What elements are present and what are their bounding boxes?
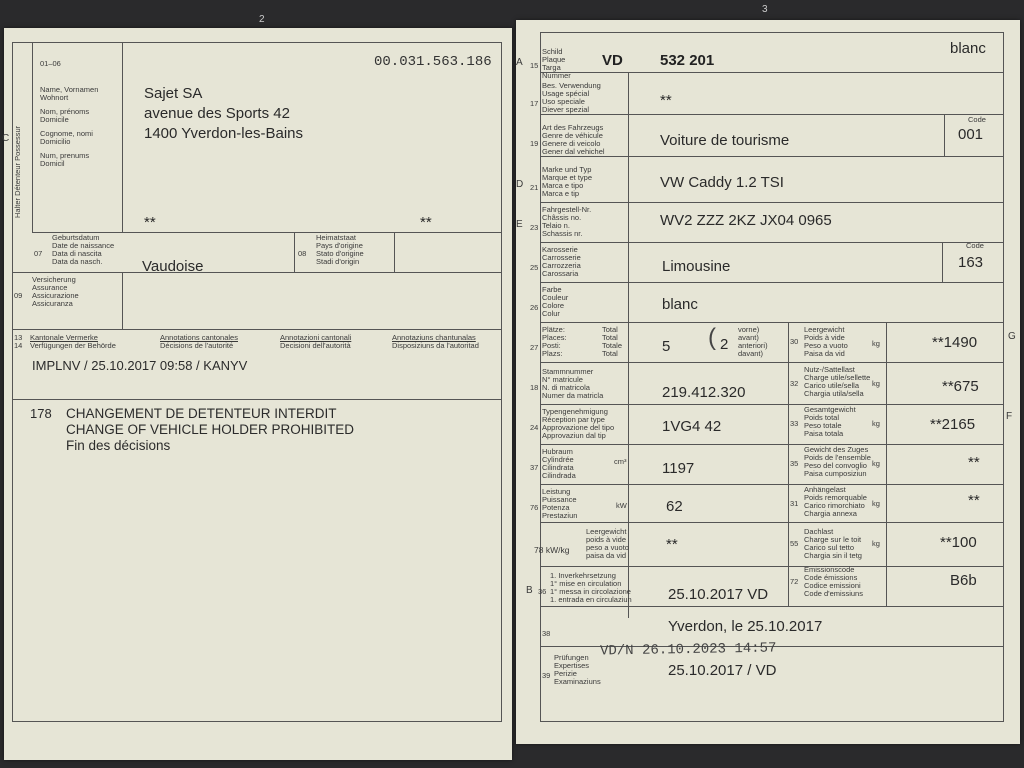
make-labels: Marke und Typ Marque et type Marca e tipo Marca e tip: [542, 165, 593, 198]
plate-canton: VD: [602, 52, 623, 69]
matricule-labels: Stammnummer N° matricule N. di matricola Numer da matricla: [542, 367, 604, 400]
roof-load: **100: [940, 534, 977, 551]
decision-text: CHANGEMENT DE DETENTEUR INTERDIT CHANGE OF VEHICLE HOLDER PROHIBITED Fin des décisions: [66, 406, 355, 453]
trailer-labels: Anhängelast Poids remorquable Carico rimorchiato Chargia annexa: [804, 485, 867, 518]
cantonal-it: Annotazioni cantonali Decisioni dell'autorità: [280, 333, 352, 350]
empty-weight-labels: Leergewicht Poids à vide Peso a vuoto Paisa da vid: [804, 325, 848, 358]
inspection-labels: Prüfungen Expertises Perizie Examinaziuns: [554, 653, 601, 686]
inspection-date: 25.10.2017 / VD: [668, 662, 777, 679]
power-labels: Leistung Puissance Potenza Prestaziun: [542, 487, 578, 520]
holder-vertical-label: Halter Détenteur Possessur: [13, 125, 22, 218]
page-number-left: 2: [259, 14, 265, 25]
field-0106: 01–06: [40, 59, 61, 68]
displacement-labels: Hubraum Cylindrée Cilindrata Cilindrada: [542, 447, 576, 480]
birth-date: **: [144, 214, 156, 231]
emission-code: B6b: [950, 572, 977, 589]
issue-place-date: Yverdon, le 25.10.2017: [668, 618, 823, 635]
empty-weight: **1490: [932, 334, 978, 351]
displacement: 1197: [662, 460, 695, 477]
decision-code: 178: [30, 406, 52, 421]
cantonal-de: Kantonale Vermerke Verfügungen der Behörde: [30, 333, 116, 350]
seats-labels: Plätze: Places: Posti: Plazs:: [542, 325, 567, 358]
ratio-labels: Leergewicht poids à vide peso a vuoto paisa da vid: [586, 527, 629, 560]
color-labels: Farbe Couleur Colore Colur: [542, 285, 569, 318]
matricule-number: 219.412.320: [662, 384, 746, 401]
total-weight-labels: Gesamtgewicht Poids total Peso totale Paisa totala: [804, 405, 856, 438]
first-registration: 25.10.2017 VD: [668, 586, 769, 603]
letter-c: C: [2, 133, 10, 144]
color-value: blanc: [662, 296, 698, 313]
vehicle-type-code: 001: [958, 126, 984, 143]
insurance-value: Vaudoise: [142, 258, 204, 275]
page-number-right: 3: [762, 4, 768, 15]
plate-labels: Schild Plaque Targa Nummer: [542, 47, 571, 80]
cantonal-fr: Annotations cantonales Décisions de l'autorité: [160, 333, 238, 350]
body-type: Limousine: [662, 258, 731, 275]
inspection-stamp: VD/N 26.10.2023 14:57: [599, 640, 777, 660]
right-page: 3 A 15 Schild Plaque Targa Nummer VD 532 201 blanc 17 Bes. Verwendung Usage spécial Uso speciale Diever spezial ** 19 Art des Fahrzeugs Genre de véhicule Genere di veicolo Gener dal vehichel Voiture de tourisme Code 001 D 21 Marke und Typ Marque et type Marca e tipo Marca e tip VW Caddy 1.2 TSI E 23 Fahrgestell-Nr. Châssis no. Telaio n. Schassis nr. WV2 ZZZ 2KZ JX04 0965 25 Karosserie Carrosserie Carrozzeria Carossaria Limousine Code 163 26 Farbe Couleur Colore Colur blanc 27 Plätze: Places: Posti: Plazs: Total Total Totale Total 5 ( 2 vorne) avant) anteriori) davant) 30 Leergewicht Poids à vide Peso a vuoto Paisa da vid kg **1490 G 18 Stammnummer N° matricule N. di matricola Numer da matricla 219.412.320 32 Nutz-/Sattellast Charge utile/sellette Carico utile/sella Chargia utila/sella kg **675 24 Typengenehmigung Réception par type Approvazione del tipo Approvaziun dal tip 1VG4 42 33 Gesamtgewicht Poids total Peso totale Paisa totala kg **2165 F 37 Hubraum Cylindrée Cilindrata Cilindrada cm³ 1197 35 Gewicht des Zuges Poids de l'ensemble Peso del convoglio Paisa cumposiziun kg ** 76 Leistung Puissance Potenza Prestaziun kW 62 31 Anhängelast Poids remorquable Carico rimorchiato Chargia annexa kg ** 78 kW/kg Leergewicht poids à vide peso a vuoto paisa da vid ** 55 Dachlast Charge sur le toit Carico sul tetto Chargia sin il tetg kg **100 B 36 1. Inverkehrsetzung 1° mise en circulation 1° messa in circolazione 1. entrada en circulaziun 25.10.2017 VD 72 Emissionscode Code émissions Codice emissioni Code d'emissiuns B6b 38 Yverdon, le 25.10.2017 39 Prüfungen Expertises Perizie Examinaziuns VD/N 26.10.2023 14:57 25.10.2017 / VD: [516, 20, 1020, 744]
letter-a: A: [516, 57, 523, 68]
train-weight: **: [968, 454, 980, 471]
special-use: **: [660, 92, 672, 109]
holder-city: 1400 Yverdon-les-Bains: [144, 125, 303, 142]
plate-color: blanc: [950, 40, 986, 57]
insurance-labels: Versicherung Assurance Assicurazione Assicuranza: [32, 275, 79, 308]
origin-labels: Heimatstaat Pays d'origine Stato d'origine Stadi d'origin: [316, 233, 364, 266]
trailer-load: **: [968, 492, 980, 509]
payload-value: **675: [942, 378, 979, 395]
make-model: VW Caddy 1.2 TSI: [660, 174, 784, 191]
roof-labels: Dachlast Charge sur le toit Carico sul tetto Chargia sin il tetg: [804, 527, 862, 560]
seats-front: 2: [720, 336, 729, 353]
holder-name: Sajet SA: [144, 85, 203, 102]
use-labels: Bes. Verwendung Usage spécial Uso speciale Diever spezial: [542, 81, 601, 114]
vehicle-type: Voiture de tourisme: [660, 132, 790, 149]
certificate-number: 00.031.563.186: [374, 54, 492, 70]
holder-address: [144, 84, 303, 144]
vehicle-type-labels: Art des Fahrzeugs Genre de véhicule Genere di veicolo Gener dal vehichel: [542, 123, 605, 156]
body-code: 163: [958, 254, 984, 271]
power: 62: [666, 498, 683, 515]
cantonal-rm: Annotaziuns chantunalas Disposiziuns da l'autoritad: [392, 333, 479, 350]
origin-value: **: [420, 214, 432, 231]
chassis-labels: Fahrgestell-Nr. Châssis no. Telaio n. Schassis nr.: [542, 205, 592, 238]
left-page: 2 01–06 00.031.563.186 C Halter Détenteur Possessur Name, Vornamen Wohnort Nom, prénoms Domicile Cognome, nomi Domicilio Num, prenums Domicil Sajet SA avenue des Sports 42 1400 Yverdon-les-Bains 07 Geburtsdatum Date de naissance Data di nascita Data da nasch. ** 08 Heimatstaat Pays d'origine Stato d'origine Stadi d'origin ** 09 Versicherung Assurance Assicurazione Assicuranza Vaudoise 13 14 Kantonale Vermerke Verfügungen der Behörde Annotations cantonales Décisions de l'autorité Annotazioni cantonali Decisioni dell'autorità Annotaziuns chantunalas Disposiziuns da l'autoritad IMPLNV / 25.10.2017 09:58 / KANYV 178 CHANGEMENT DE DETENTEUR INTERDIT CHANGE OF VEHICLE HOLDER PROHIBITED Fin des décisions: [4, 28, 512, 760]
seats-total: 5: [662, 338, 671, 355]
approval-labels: Typengenehmigung Réception par type Approvazione del tipo Approvaziun dal tip: [542, 407, 615, 440]
holder-labels: Name, Vornamen Wohnort Nom, prénoms Domicile Cognome, nomi Domicilio Num, prenums Domicil: [40, 85, 99, 168]
type-approval: 1VG4 42: [662, 418, 722, 435]
annotation-line: IMPLNV / 25.10.2017 09:58 / KANYV: [32, 358, 248, 373]
payload-labels: Nutz-/Sattellast Charge utile/sellette Carico utile/sella Chargia utila/sella: [804, 365, 871, 398]
train-weight-labels: Gewicht des Zuges Poids de l'ensemble Peso del convoglio Paisa cumposiziun: [804, 445, 871, 478]
total-weight: **2165: [930, 416, 976, 433]
chassis-number: WV2 ZZZ 2KZ JX04 0965: [660, 212, 832, 229]
plate-number: 532 201: [660, 52, 715, 69]
power-weight-ratio: **: [666, 536, 678, 553]
emission-labels: Emissionscode Code émissions Codice emissioni Code d'emissiuns: [804, 565, 863, 598]
holder-street: avenue des Sports 42: [144, 105, 290, 122]
body-labels: Karosserie Carrosserie Carrozzeria Carossaria: [542, 245, 581, 278]
birth-labels: Geburtsdatum Date de naissance Data di nascita Data da nasch.: [52, 233, 115, 266]
first-registration-labels: 1. Inverkehrsetzung 1° mise en circulation 1° messa in circolazione 1. entrada en circulaziun: [550, 571, 632, 604]
